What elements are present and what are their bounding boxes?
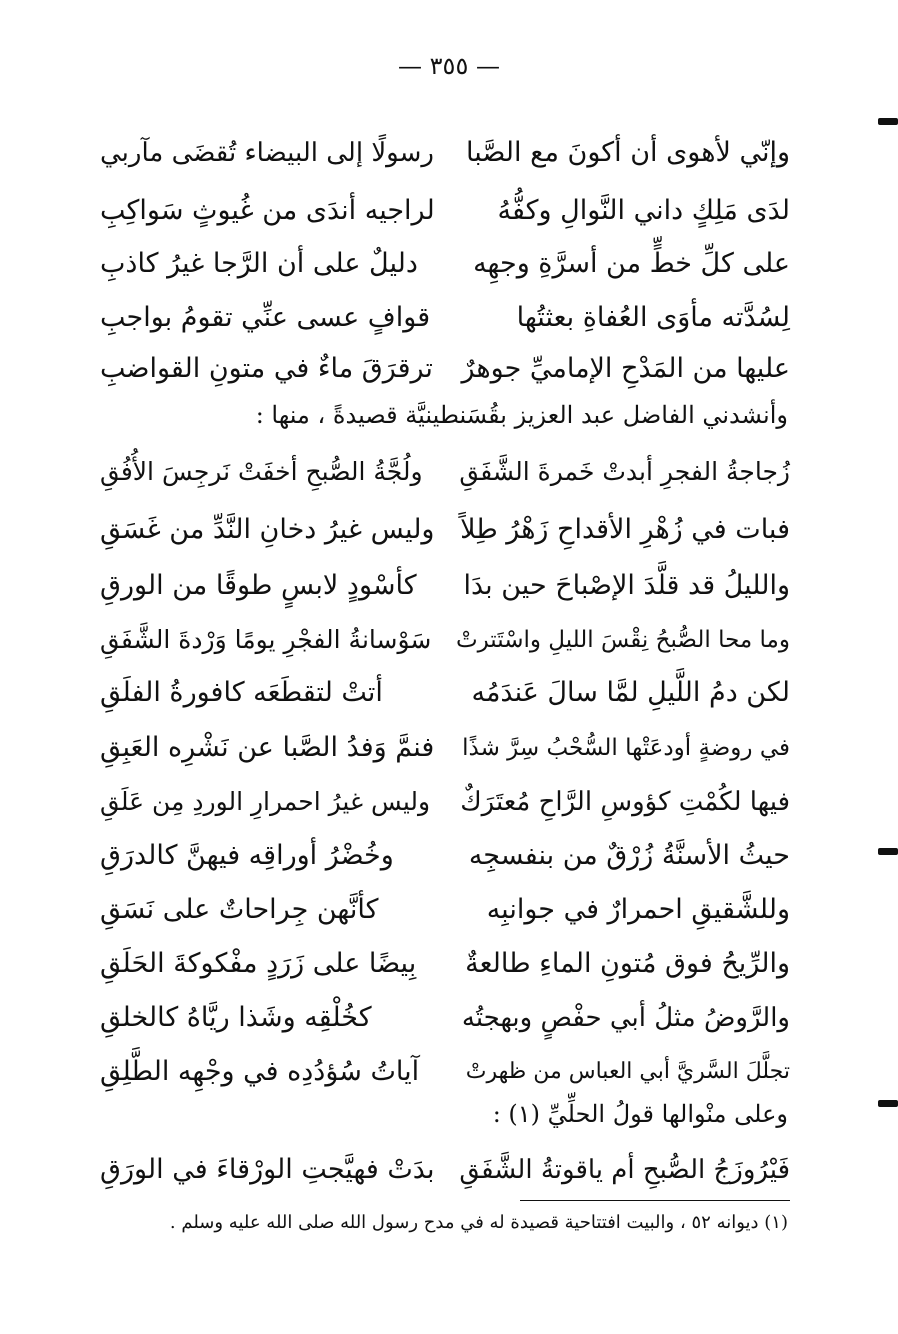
verse-line [100, 665, 790, 723]
verse-first-hemistich: لكن دمُ اللَّيلِ لمَّا سالَ عَندَمُه [471, 677, 790, 708]
verse-second-hemistich: وليس غيرُ احمرارِ الوردِ مِن عَلَقِ [100, 787, 431, 816]
verse-first-hemistich: فيها لكُمْتِ كؤوسِ الرَّاحِ مُعتَرَكٌ [460, 787, 790, 817]
verse-first-hemistich: فبات في زُهْرِ الأقداحِ زَهْرُ طِلاً [460, 514, 790, 545]
verse-second-hemistich: كخُلْقِه وشَذا ريَّاهُ كالخلقِ [100, 1002, 372, 1033]
verse-first-hemistich: عليها من المَدْحِ الإماميِّ جوهرٌ [461, 353, 790, 384]
verse-line [100, 612, 790, 670]
verse-first-hemistich: وللشَّقيقِ احمرارٌ في جوانبِه [486, 894, 790, 925]
verse-second-hemistich: وخُضْرُ أوراقِه فيهنَّ كالدرَقِ [100, 840, 394, 871]
intro-line: وعلى منْوالها قولُ الحلِّيِّ (١) : [492, 1100, 788, 1128]
verse-second-hemistich: كأنَّهن جِراحاتٌ على نَسَقِ [100, 894, 379, 925]
verse-second-hemistich: كأسْودٍ لابسٍ طوقًا من الورقِ [100, 570, 417, 601]
margin-mark [878, 118, 898, 125]
verse-line [100, 236, 790, 294]
verse-second-hemistich: ولُجَّةُ الصُّبحِ أخفَتْ نَرجِسَ الأُفُقِ [100, 457, 423, 486]
verse-first-hemistich: تجلَّلَ السَّريَّ أبي العباس من ظهرتْ [465, 1059, 790, 1084]
verse-first-hemistich: والرَّوضُ مثلُ أبي حفْصٍ وبهجتُه [461, 1003, 790, 1033]
verse-line [100, 720, 790, 778]
verse-line [100, 444, 790, 502]
verse-first-hemistich: حيثُ الأسنَّةُ زُرْقٌ من بنفسجِه [468, 840, 790, 871]
verse-line [100, 558, 790, 616]
verse-second-hemistich: لراجيه أندَى من غُيوثٍ سَواكِبِ [100, 195, 435, 226]
verse-line [100, 290, 790, 348]
verse-second-hemistich: سَوْسانةُ الفجْرِ يومًا وَرْدةَ الشَّفَقِ [100, 625, 432, 654]
verse-first-hemistich: زُجاجةُ الفجرِ أبدتْ خَمرةَ الشَّفَقِ [459, 457, 790, 486]
verse-second-hemistich: ترقرَقَ ماءٌ في متونِ القواضبِ [100, 353, 433, 384]
verse-line [100, 125, 790, 183]
verse-line [100, 936, 790, 994]
verse-first-hemistich: في روضةٍ أودعَتْها السُّحْبُ سِرَّ شذًا [462, 735, 790, 761]
verse-first-hemistich: وإنّي لأهوى أن أكونَ مع الصَّبا [466, 137, 790, 168]
verse-first-hemistich: لِسُدَّته مأوَى العُفاةِ بعثتُها [516, 302, 790, 333]
margin-mark [878, 848, 898, 855]
verse-line [100, 1142, 790, 1200]
verse-second-hemistich: بِيضًا على زَرَدٍ مفْكوكةَ الحَلَقِ [100, 948, 417, 979]
verse-second-hemistich: بدَتْ فهيَّجتِ الورْقاءَ في الورَقِ [100, 1154, 435, 1185]
intro-line: وأنشدني الفاضل عبد العزيز بقُسَنطينيَّة قصيدةً ، منها : [255, 401, 788, 429]
verse-second-hemistich: فنمَّ وَفدُ الصَّبا عن نَشْرِه العَبِقِ [100, 732, 435, 763]
verse-first-hemistich: والليلُ قد قلَّدَ الإصْباحَ حين بدَا [463, 570, 790, 601]
footnote-rule [520, 1200, 790, 1201]
verse-line [100, 882, 790, 940]
verse-second-hemistich: قوافٍ عسى عنِّي تقومُ بواجبِ [100, 302, 431, 333]
verse-line [100, 828, 790, 886]
verse-second-hemistich: أتتْ لتقطَعَه كافورةُ الفلَقِ [100, 677, 383, 708]
verse-line [100, 774, 790, 832]
verse-second-hemistich: وليس غيرُ دخانِ النَّدِّ من غَسَقِ [100, 514, 435, 545]
verse-first-hemistich: وما محا الصُّبحُ نِقْسَ الليلِ واسْتَترتْ [455, 627, 790, 653]
footnote: (١) ديوانه ٥٢ ، والبيت افتتاحية قصيدة له في مدح رسول الله صلى الله عليه وسلم . [169, 1212, 788, 1233]
verse-first-hemistich: فَيْرُوزَجُ الصُّبحِ أم ياقوتةُ الشَّفَقِ [459, 1155, 790, 1185]
verse-line [100, 341, 790, 399]
verse-second-hemistich: رسولًا إلى البيضاء تُقضَى مآربي [100, 138, 434, 168]
verse-line [100, 502, 790, 560]
verse-second-hemistich: دليلٌ على أن الرَّجا غيرُ كاذبِ [100, 248, 418, 279]
verse-first-hemistich: على كلِّ خطٍّ من أسرَّةِ وجهِه [473, 248, 790, 279]
page-number: — ٣٥٥ — [398, 52, 500, 80]
verse-second-hemistich: آياتُ سُؤدُدِه في وجْهِه الطَّلِقِ [100, 1056, 420, 1087]
margin-mark [878, 1100, 898, 1107]
verse-first-hemistich: لدَى مَلِكٍ داني النَّوالِ وكفُّهُ [497, 195, 790, 226]
verse-line [100, 990, 790, 1048]
verse-line [100, 183, 790, 241]
verse-first-hemistich: والرِّيحُ فوق مُتونِ الماءِ طالعةٌ [465, 948, 790, 979]
